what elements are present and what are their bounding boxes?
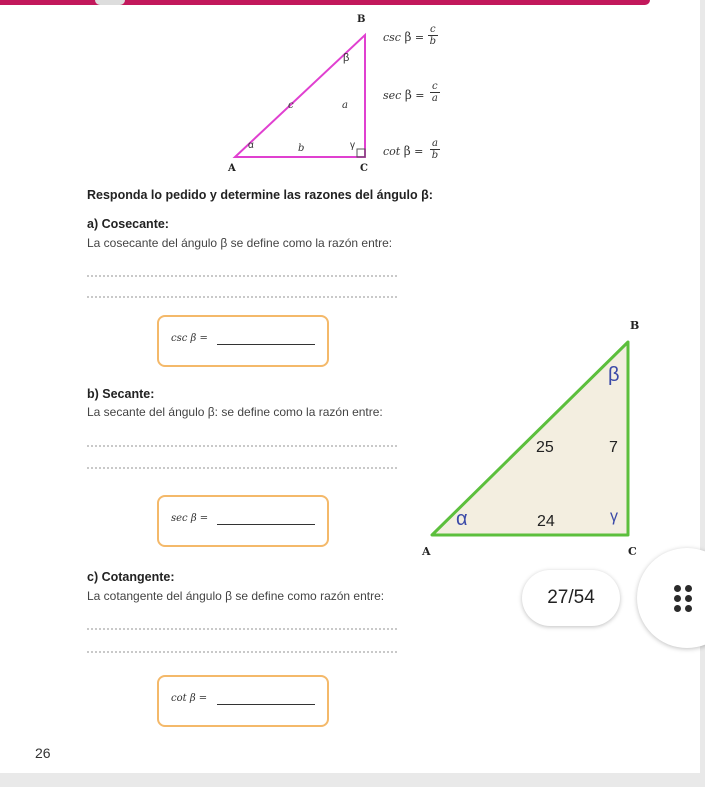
dot (685, 595, 692, 602)
answer-line (87, 445, 397, 447)
big-vertex-a: A (422, 545, 431, 558)
sec-answer-line (217, 524, 315, 525)
formula-cot-numerator: a (432, 138, 438, 149)
formula-cot-label: cot (383, 145, 401, 158)
page-counter[interactable]: 27/54 (522, 570, 620, 626)
small-side-c: c (288, 100, 294, 111)
dot (674, 605, 681, 612)
small-angle-gamma: γ (350, 140, 355, 151)
section-a-text: La cosecante del ángulo β se define como la razón entre: (87, 236, 393, 250)
sec-answer-box[interactable] (157, 495, 329, 547)
small-side-a: a (342, 100, 348, 111)
answer-line (87, 467, 397, 469)
small-vertex-b: B (357, 14, 366, 25)
top-bar-tab (95, 0, 125, 5)
formula-sec-fraction (430, 81, 440, 104)
small-angle-beta: β (343, 52, 350, 64)
cot-answer-box[interactable] (157, 675, 329, 727)
formula-cot-denominator: b (431, 150, 439, 161)
formula-csc-beta: β (404, 30, 412, 44)
small-side-b: b (298, 143, 305, 154)
right-angle-mark (357, 149, 365, 157)
big-vertex-c: C (628, 545, 637, 558)
formula-sec-denominator: a (431, 93, 438, 104)
formula-cot (383, 144, 423, 158)
formula-csc-label: csc (383, 31, 401, 44)
dot (674, 595, 681, 602)
big-vertex-b: B (630, 319, 640, 332)
base-side-length: 24 (537, 513, 555, 530)
section-c-title: c) Cotangente: (87, 570, 175, 584)
dot (685, 605, 692, 612)
sec-box-label: sec β = (171, 513, 209, 524)
formula-sec (383, 88, 424, 102)
instructions-heading: Responda lo pedido y determine las razones del ángulo β: (87, 188, 433, 202)
formula-csc-denominator: b (429, 36, 436, 47)
formula-sec-numerator: c (432, 81, 438, 92)
dot (685, 585, 692, 592)
csc-box-label: csc β = (171, 333, 208, 344)
small-vertex-a: A (228, 163, 236, 174)
answer-line (87, 628, 397, 630)
big-angle-beta: β (608, 364, 620, 386)
exercise-triangle (420, 330, 640, 550)
formula-cot-fraction (430, 138, 440, 161)
csc-answer-box[interactable] (157, 315, 329, 367)
csc-answer-line (217, 344, 315, 345)
section-b-title: b) Secante: (87, 387, 155, 401)
page-number: 26 (35, 745, 51, 761)
answer-line (87, 275, 397, 277)
hypotenuse-length: 25 (536, 439, 554, 456)
dot (674, 585, 681, 592)
formula-sec-equals: = (415, 89, 425, 102)
vertical-side-length: 7 (609, 439, 618, 456)
formula-cot-beta: β (403, 144, 411, 158)
section-a-title: a) Cosecante: (87, 217, 169, 231)
formula-csc-equals: = (414, 31, 425, 44)
formula-csc-fraction (428, 24, 438, 47)
formula-sec-label: sec (383, 89, 402, 102)
reference-triangle (215, 15, 375, 180)
answer-line (87, 651, 397, 653)
cot-box-label: cot β = (171, 693, 208, 704)
section-c-text: La cotangente del ángulo β se define como razón entre: (87, 589, 385, 603)
small-vertex-c: C (360, 163, 368, 174)
exercise-triangle-shape (432, 342, 628, 535)
formula-sec-beta: β (404, 88, 412, 102)
small-angle-alpha: α (248, 140, 254, 151)
big-angle-alpha: α (456, 508, 468, 530)
formula-csc (383, 30, 424, 44)
answer-line (87, 296, 397, 298)
formula-csc-numerator: c (430, 24, 436, 35)
big-angle-gamma: γ (610, 508, 618, 525)
formula-cot-equals: = (414, 145, 424, 158)
cot-answer-line (217, 704, 315, 705)
section-b-text: La secante del ángulo β: se define como la razón entre: (87, 405, 383, 419)
